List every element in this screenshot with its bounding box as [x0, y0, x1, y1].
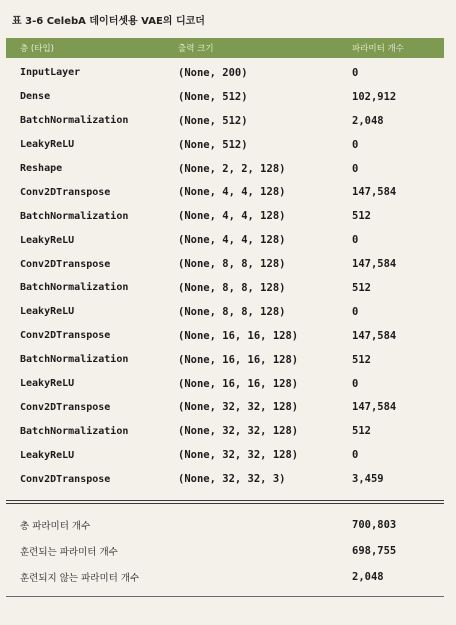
summary-row	[6, 538, 444, 564]
header-param-count: 파라미터 개수	[352, 44, 404, 54]
summary-value: 698,755	[352, 545, 397, 558]
table-bottom-rule	[6, 596, 444, 597]
output-shape-cell: (None, 512)	[178, 138, 248, 151]
layer-cell: Conv2DTranspose	[20, 401, 111, 413]
table-row	[6, 133, 444, 157]
layer-cell: Reshape	[20, 163, 63, 174]
output-shape-cell: (None, 512)	[178, 114, 248, 127]
table-row	[6, 467, 444, 491]
layer-cell: InputLayer	[20, 67, 81, 79]
table-row	[6, 180, 444, 204]
param-count-cell: 0	[352, 138, 359, 151]
decoder-table	[6, 38, 444, 597]
layer-cell: BatchNormalization	[20, 425, 129, 437]
param-count-cell: 512	[352, 353, 371, 366]
table-row	[6, 157, 444, 181]
table-row	[6, 348, 444, 372]
output-shape-cell: (None, 8, 8, 128)	[178, 258, 286, 271]
table-row	[6, 228, 444, 252]
layer-cell: BatchNormalization	[20, 354, 129, 366]
layer-cell: BatchNormalization	[20, 282, 129, 294]
param-count-cell: 147,584	[352, 401, 397, 414]
output-shape-cell: (None, 32, 32, 3)	[178, 473, 286, 486]
layer-cell: BatchNormalization	[20, 210, 129, 222]
table-row	[6, 372, 444, 396]
output-shape-cell: (None, 16, 16, 128)	[178, 377, 299, 390]
table-row	[6, 300, 444, 324]
table-row	[6, 324, 444, 348]
param-count-cell: 3,459	[352, 473, 384, 486]
output-shape-cell: (None, 512)	[178, 90, 248, 103]
layer-cell: LeakyReLU	[20, 234, 75, 246]
layer-cell: Conv2DTranspose	[20, 330, 111, 342]
output-shape-cell: (None, 4, 4, 128)	[178, 210, 286, 223]
output-shape-cell: (None, 32, 32, 128)	[178, 449, 299, 462]
table-row	[6, 252, 444, 276]
layer-cell: Dense	[20, 91, 51, 103]
output-shape-cell: (None, 32, 32, 128)	[178, 401, 299, 414]
output-shape-cell: (None, 16, 16, 128)	[178, 353, 299, 366]
table-body	[6, 58, 444, 491]
layer-cell: LeakyReLU	[20, 139, 75, 151]
summary-section	[6, 504, 444, 590]
summary-label: 총 파라미터 개수	[20, 521, 91, 533]
output-shape-cell: (None, 16, 16, 128)	[178, 329, 299, 342]
output-shape-cell: (None, 2, 2, 128)	[178, 162, 286, 175]
table-row	[6, 276, 444, 300]
param-count-cell: 0	[352, 377, 359, 390]
header-output-shape: 출력 크기	[178, 44, 214, 54]
summary-row	[6, 512, 444, 538]
param-count-cell: 0	[352, 305, 359, 318]
table-row	[6, 85, 444, 109]
summary-value: 2,048	[352, 571, 384, 584]
param-count-cell: 512	[352, 210, 371, 223]
output-shape-cell: (None, 32, 32, 128)	[178, 425, 299, 438]
table-header	[6, 38, 444, 58]
param-count-cell: 147,584	[352, 186, 397, 199]
table-row	[6, 395, 444, 419]
layer-cell: BatchNormalization	[20, 115, 129, 127]
param-count-cell: 0	[352, 449, 359, 462]
output-shape-cell: (None, 200)	[178, 66, 248, 79]
table-row	[6, 109, 444, 133]
layer-cell: Conv2DTranspose	[20, 186, 111, 198]
table-row	[6, 443, 444, 467]
output-shape-cell: (None, 4, 4, 128)	[178, 186, 286, 199]
layer-cell: Conv2DTranspose	[20, 473, 111, 485]
table-row	[6, 204, 444, 228]
param-count-cell: 147,584	[352, 258, 397, 271]
output-shape-cell: (None, 8, 8, 128)	[178, 281, 286, 294]
table-row	[6, 419, 444, 443]
layer-cell: LeakyReLU	[20, 378, 75, 390]
output-shape-cell: (None, 8, 8, 128)	[178, 305, 286, 318]
param-count-cell: 102,912	[352, 90, 397, 103]
summary-label: 훈련되지 않는 파라미터 개수	[20, 573, 140, 585]
param-count-cell: 147,584	[352, 329, 397, 342]
param-count-cell: 512	[352, 281, 371, 294]
param-count-cell: 2,048	[352, 114, 384, 127]
summary-row	[6, 564, 444, 590]
param-count-cell: 0	[352, 234, 359, 247]
layer-cell: LeakyReLU	[20, 449, 75, 461]
param-count-cell: 512	[352, 425, 371, 438]
summary-label: 훈련되는 파라미터 개수	[20, 547, 118, 559]
table-caption: 표 3-6 CelebA 데이터셋용 VAE의 디코더	[12, 16, 205, 27]
table-row	[6, 61, 444, 85]
layer-cell: Conv2DTranspose	[20, 258, 111, 270]
param-count-cell: 0	[352, 66, 359, 79]
param-count-cell: 0	[352, 162, 359, 175]
layer-cell: LeakyReLU	[20, 306, 75, 318]
summary-value: 700,803	[352, 519, 397, 532]
header-layer-type: 층 (타입)	[20, 44, 54, 54]
output-shape-cell: (None, 4, 4, 128)	[178, 234, 286, 247]
